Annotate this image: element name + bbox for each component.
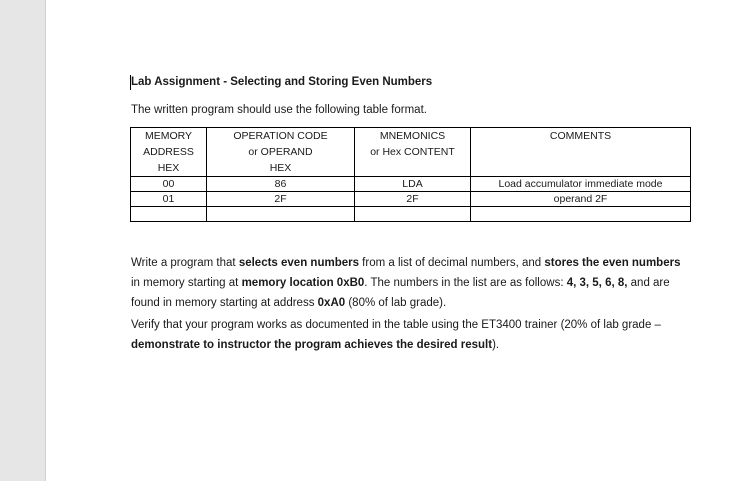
cell-address — [131, 207, 207, 222]
text-cursor — [130, 75, 131, 90]
table-row-empty — [131, 207, 691, 222]
header-memory-address: MEMORY ADDRESS HEX — [131, 128, 207, 177]
header-operation-code: OPERATION CODE or OPERAND HEX — [207, 128, 355, 177]
cell-mnemonic: 2F — [355, 192, 471, 207]
header-comments: COMMENTS — [471, 128, 691, 177]
header-mnemonics: MNEMONICS or Hex CONTENT — [355, 128, 471, 177]
cell-mnemonic — [355, 207, 471, 222]
table-row — [131, 192, 691, 207]
cell-comment: operand 2F — [471, 192, 691, 207]
table-header-row — [131, 128, 691, 177]
instructions-paragraph: Write a program that selects even numbers from a list of decimal numbers, and stores the even numbers in memory starting at memory location 0xB0. The numbers in the list are as follows: 4, 3, 5, 6, 8, and are found in memory starting at address 0xA0 (80% of lab grade). — [131, 257, 681, 309]
cell-opcode: 86 — [207, 177, 355, 192]
cell-mnemonic: LDA — [355, 177, 471, 192]
cell-opcode — [207, 207, 355, 222]
table-row — [131, 177, 691, 192]
cell-comment: Load accumulator immediate mode — [471, 177, 691, 192]
document-page — [45, 0, 737, 481]
document-content — [131, 74, 691, 351]
cell-address: 00 — [131, 177, 207, 192]
cell-address: 01 — [131, 192, 207, 207]
cell-comment — [471, 207, 691, 222]
cell-opcode: 2F — [207, 192, 355, 207]
intro-sentence: The written program should use the following table format. — [131, 104, 427, 116]
verification-paragraph: Verify that your program works as documented in the table using the ET3400 trainer (20% of lab grade – demonstrate to instructor the program achieves the desired result). — [131, 319, 661, 351]
assignment-title: Lab Assignment - Selecting and Storing Even Numbers — [131, 76, 433, 88]
program-table — [130, 127, 691, 222]
